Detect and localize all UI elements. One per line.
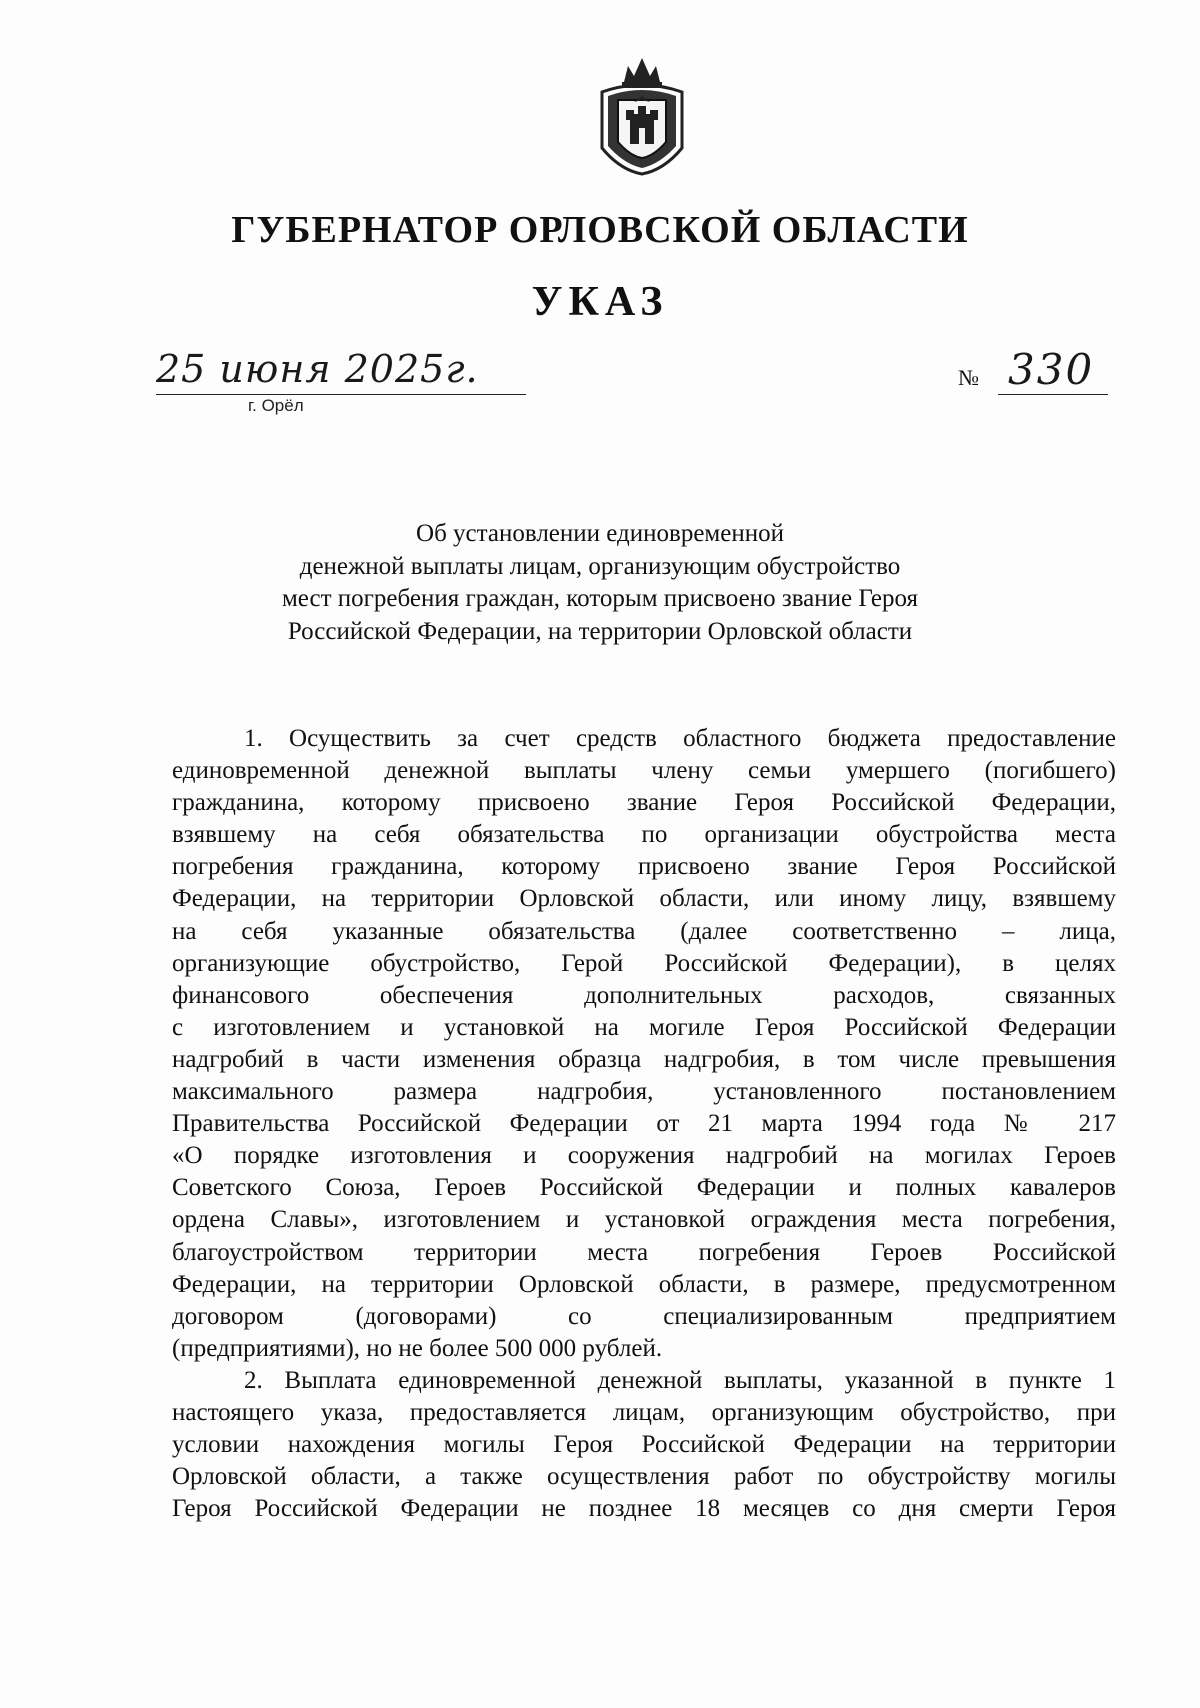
body-line: «О порядке изготовления и сооружения надгробий на могилах Героев: [172, 1142, 1116, 1170]
handwritten-number: 330: [1008, 345, 1095, 394]
body-line: 2. Выплата единовременной денежной выплаты, указанной в пункте 1: [244, 1366, 1116, 1394]
date-block: [156, 346, 526, 415]
body-line: гражданина, которому присвоено звание Героя Российской Федерации,: [172, 789, 1116, 817]
title-line: Об установлении единовременной: [416, 520, 784, 547]
body-line: максимального размера надгробия, установленного постановлением: [172, 1078, 1116, 1106]
body-line: Правительства Российской Федерации от 21 марта 1994 года № 217: [172, 1110, 1116, 1138]
date-underline: [156, 394, 526, 395]
city-label: г. Орёл: [248, 396, 304, 415]
authority-heading: ГУБЕРНАТОР ОРЛОВСКОЙ ОБЛАСТИ: [231, 209, 969, 251]
handwritten-date: 25 июня 2025г.: [156, 347, 479, 391]
document-title: [200, 518, 1000, 648]
body-line: настоящего указа, предоставляется лицам, организующим обустройство, при: [172, 1398, 1116, 1426]
body-line: (предприятиями), но не более 500 000 рублей.: [172, 1334, 663, 1362]
body-line: на себя указанные обязательства (далее соответственно – лица,: [172, 917, 1116, 945]
body-line: Федерации, на территории Орловской области, в размере, предусмотренном: [172, 1270, 1116, 1298]
body-line: единовременной денежной выплаты члену семьи умершего (погибшего): [172, 757, 1116, 785]
body-line: Федерации, на территории Орловской области, или иному лицу, взявшему: [172, 885, 1116, 913]
document-type-heading: УКАЗ: [531, 279, 669, 325]
body-line: организующие обустройство, Герой Российской Федерации), в целях: [172, 949, 1116, 977]
document-body: [172, 723, 1116, 1525]
body-line: Советского Союза, Героев Российской Федерации и полных кавалеров: [172, 1174, 1116, 1202]
body-line: взявшему на себя обязательства по организации обустройства места: [172, 821, 1116, 849]
body-line: ордена Славы», изготовлением и установкой ограждения места погребения,: [172, 1206, 1116, 1234]
body-line: 1. Осуществить за счет средств областного бюджета предоставление: [244, 725, 1116, 752]
body-line: Героя Российской Федерации не позднее 18 месяцев со дня смерти Героя: [172, 1495, 1116, 1523]
title-line: Российской Федерации, на территории Орловской области: [287, 617, 913, 645]
body-line: погребения гражданина, которому присвоено звание Героя Российской: [172, 853, 1116, 881]
title-line: денежной выплаты лицам, организующим обустройство: [299, 552, 901, 580]
number-underline: [998, 394, 1108, 395]
number-sign: №: [958, 365, 979, 390]
body-line: благоустройством территории места погребения Героев Российской: [172, 1238, 1116, 1266]
number-block: [958, 346, 1108, 406]
coat-of-arms-icon: [594, 52, 690, 178]
body-line: Орловской области, а также осуществления работ по обустройству могилы: [172, 1463, 1116, 1491]
body-line: условии нахождения могилы Героя Российской Федерации на территории: [172, 1431, 1116, 1459]
body-line: финансового обеспечения дополнительных расходов, связанных: [172, 981, 1116, 1009]
body-line: договором (договорами) со специализированным предприятием: [172, 1302, 1116, 1330]
body-line: с изготовлением и установкой на могиле Героя Российской Федерации: [172, 1013, 1116, 1041]
title-line: мест погребения граждан, которым присвоено звание Героя: [281, 585, 919, 612]
body-line: надгробий в части изменения образца надгробия, в том числе превышения: [172, 1045, 1116, 1073]
